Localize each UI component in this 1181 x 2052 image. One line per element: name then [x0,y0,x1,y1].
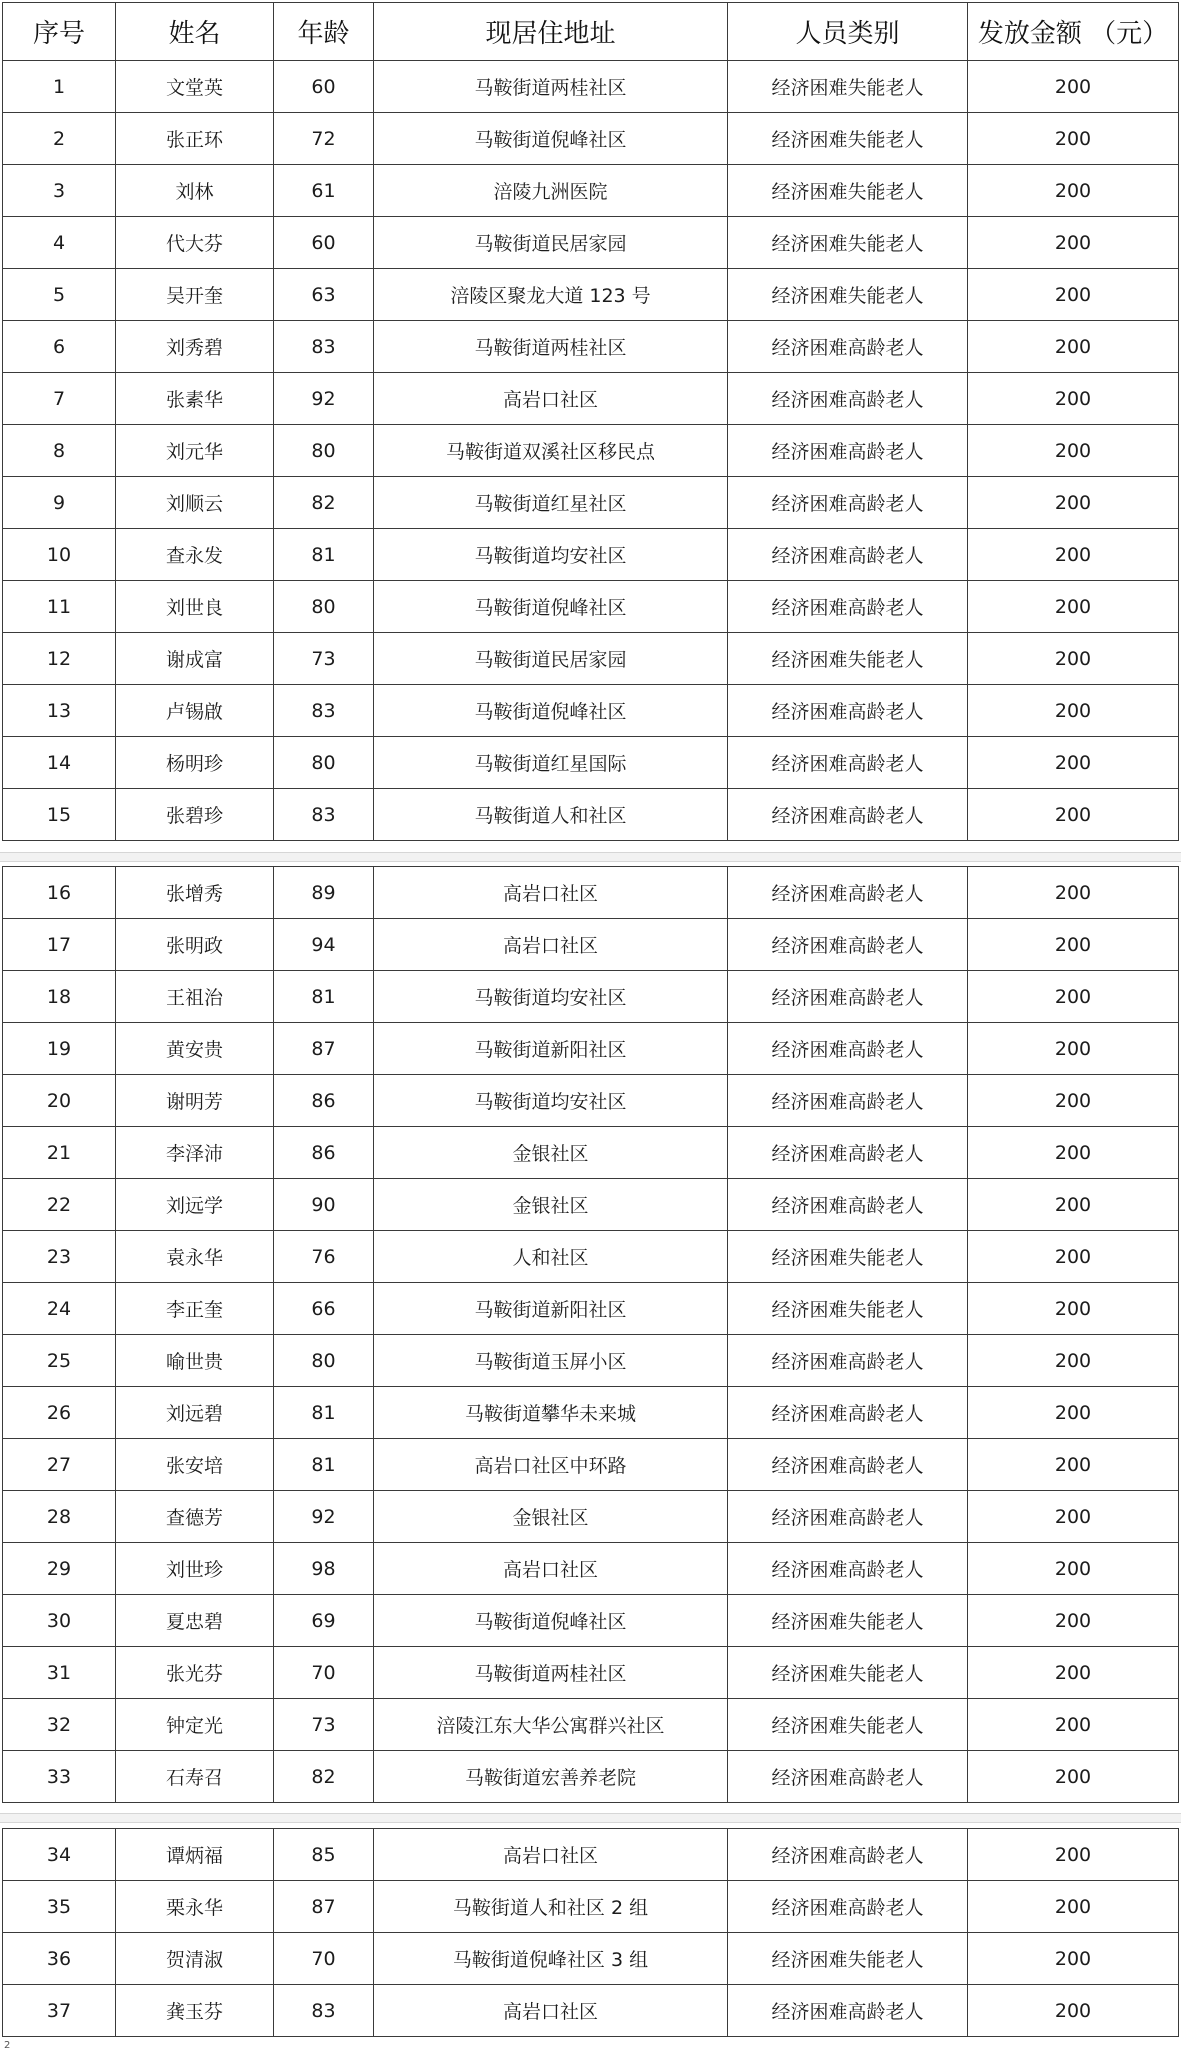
header-age: 年龄 [274,3,374,61]
cell-age: 76 [274,1231,374,1283]
cell-name: 刘秀碧 [116,321,274,373]
cell-name: 张安培 [116,1439,274,1491]
cell-address: 马鞍街道宏善养老院 [374,1751,728,1803]
cell-index: 23 [3,1231,116,1283]
table-row [3,581,1179,633]
header-category: 人员类别 [728,3,968,61]
cell-amount: 200 [968,217,1179,269]
cell-name: 谢成富 [116,633,274,685]
cell-address: 马鞍街道倪峰社区 [374,113,728,165]
cell-index: 29 [3,1543,116,1595]
cell-index: 7 [3,373,116,425]
cell-category: 经济困难失能老人 [728,1647,968,1699]
cell-address: 马鞍街道两桂社区 [374,61,728,113]
cell-category: 经济困难高龄老人 [728,477,968,529]
cell-address: 马鞍街道新阳社区 [374,1023,728,1075]
cell-index: 10 [3,529,116,581]
cell-name: 吴开奎 [116,269,274,321]
header-address: 现居住地址 [374,3,728,61]
cell-category: 经济困难高龄老人 [728,1439,968,1491]
cell-amount: 200 [968,1595,1179,1647]
cell-name: 喻世贵 [116,1335,274,1387]
cell-name: 代大芬 [116,217,274,269]
cell-name: 刘世良 [116,581,274,633]
cell-index: 20 [3,1075,116,1127]
cell-category: 经济困难高龄老人 [728,1543,968,1595]
cell-name: 刘元华 [116,425,274,477]
cell-age: 89 [274,867,374,919]
cell-index: 25 [3,1335,116,1387]
cell-index: 27 [3,1439,116,1491]
table-row [3,1335,1179,1387]
cell-amount: 200 [968,1647,1179,1699]
cell-age: 83 [274,685,374,737]
cell-address: 马鞍街道倪峰社区 [374,581,728,633]
table-row [3,1439,1179,1491]
cell-amount: 200 [968,321,1179,373]
cell-category: 经济困难高龄老人 [728,1179,968,1231]
cell-age: 63 [274,269,374,321]
cell-name: 夏忠碧 [116,1595,274,1647]
cell-index: 1 [3,61,116,113]
cell-address: 马鞍街道双溪社区移民点 [374,425,728,477]
table-row [3,1933,1179,1985]
cell-name: 王祖治 [116,971,274,1023]
table-row [3,425,1179,477]
cell-index: 12 [3,633,116,685]
table-row [3,269,1179,321]
cell-amount: 200 [968,477,1179,529]
cell-category: 经济困难失能老人 [728,1595,968,1647]
cell-address: 高岩口社区中环路 [374,1439,728,1491]
cell-amount: 200 [968,685,1179,737]
cell-amount: 200 [968,165,1179,217]
cell-age: 94 [274,919,374,971]
cell-address: 马鞍街道人和社区 2 组 [374,1881,728,1933]
cell-address: 马鞍街道倪峰社区 [374,685,728,737]
header-row [3,3,1179,61]
cell-address: 马鞍街道民居家园 [374,217,728,269]
cell-address: 马鞍街道红星国际 [374,737,728,789]
cell-age: 81 [274,529,374,581]
table-row [3,1387,1179,1439]
cell-age: 80 [274,1335,374,1387]
cell-index: 9 [3,477,116,529]
cell-age: 83 [274,1985,374,2037]
cell-age: 81 [274,1439,374,1491]
table-row [3,919,1179,971]
table-row [3,1699,1179,1751]
cell-index: 32 [3,1699,116,1751]
cell-name: 石寿召 [116,1751,274,1803]
cell-name: 文堂英 [116,61,274,113]
cell-age: 92 [274,373,374,425]
cell-age: 98 [274,1543,374,1595]
cell-amount: 200 [968,1751,1179,1803]
cell-index: 16 [3,867,116,919]
cell-address: 马鞍街道民居家园 [374,633,728,685]
cell-address: 马鞍街道玉屏小区 [374,1335,728,1387]
cell-category: 经济困难高龄老人 [728,1387,968,1439]
cell-name: 张光芬 [116,1647,274,1699]
roster-table-page-3 [2,1828,1179,2037]
cell-amount: 200 [968,1439,1179,1491]
cell-category: 经济困难高龄老人 [728,425,968,477]
cell-amount: 200 [968,529,1179,581]
cell-category: 经济困难高龄老人 [728,867,968,919]
cell-category: 经济困难失能老人 [728,61,968,113]
cell-index: 33 [3,1751,116,1803]
table-row [3,1231,1179,1283]
cell-amount: 200 [968,1985,1179,2037]
table-row [3,1829,1179,1881]
cell-index: 8 [3,425,116,477]
table-row [3,477,1179,529]
cell-address: 马鞍街道均安社区 [374,1075,728,1127]
cell-age: 81 [274,1387,374,1439]
cell-age: 60 [274,61,374,113]
table-row [3,685,1179,737]
cell-name: 栗永华 [116,1881,274,1933]
header-index: 序号 [3,3,116,61]
cell-address: 金银社区 [374,1127,728,1179]
cell-address: 涪陵区聚龙大道 123 号 [374,269,728,321]
cell-index: 37 [3,1985,116,2037]
cell-index: 19 [3,1023,116,1075]
cell-age: 87 [274,1023,374,1075]
cell-index: 5 [3,269,116,321]
cell-age: 92 [274,1491,374,1543]
cell-age: 86 [274,1075,374,1127]
cell-age: 69 [274,1595,374,1647]
cell-age: 81 [274,971,374,1023]
cell-amount: 200 [968,269,1179,321]
cell-name: 刘顺云 [116,477,274,529]
cell-amount: 200 [968,1881,1179,1933]
cell-address: 高岩口社区 [374,1985,728,2037]
cell-amount: 200 [968,1127,1179,1179]
cell-amount: 200 [968,971,1179,1023]
cell-index: 36 [3,1933,116,1985]
cell-index: 21 [3,1127,116,1179]
cell-category: 经济困难失能老人 [728,1699,968,1751]
cell-address: 马鞍街道人和社区 [374,789,728,841]
cell-index: 2 [3,113,116,165]
cell-category: 经济困难失能老人 [728,165,968,217]
cell-index: 31 [3,1647,116,1699]
cell-index: 35 [3,1881,116,1933]
cell-index: 13 [3,685,116,737]
cell-category: 经济困难高龄老人 [728,321,968,373]
cell-age: 82 [274,477,374,529]
cell-category: 经济困难高龄老人 [728,1335,968,1387]
table-row [3,1491,1179,1543]
cell-address: 涪陵九洲医院 [374,165,728,217]
cell-address: 马鞍街道攀华未来城 [374,1387,728,1439]
table-row [3,113,1179,165]
cell-address: 高岩口社区 [374,919,728,971]
cell-age: 61 [274,165,374,217]
cell-category: 经济困难高龄老人 [728,1751,968,1803]
table-row [3,165,1179,217]
cell-age: 86 [274,1127,374,1179]
cell-amount: 200 [968,867,1179,919]
cell-category: 经济困难高龄老人 [728,581,968,633]
cell-category: 经济困难失能老人 [728,269,968,321]
cell-address: 高岩口社区 [374,867,728,919]
table-row [3,867,1179,919]
cell-address: 高岩口社区 [374,1543,728,1595]
cell-name: 卢锡啟 [116,685,274,737]
cell-address: 涪陵江东大华公寓群兴社区 [374,1699,728,1751]
cell-category: 经济困难高龄老人 [728,1491,968,1543]
cell-age: 80 [274,581,374,633]
cell-category: 经济困难高龄老人 [728,1985,968,2037]
roster-table-page-2 [2,866,1179,1803]
cell-name: 刘远碧 [116,1387,274,1439]
table-row [3,1751,1179,1803]
cell-category: 经济困难高龄老人 [728,1075,968,1127]
cell-name: 谭炳福 [116,1829,274,1881]
cell-category: 经济困难高龄老人 [728,1023,968,1075]
cell-index: 4 [3,217,116,269]
cell-address: 马鞍街道均安社区 [374,529,728,581]
cell-category: 经济困难高龄老人 [728,1829,968,1881]
cell-amount: 200 [968,1231,1179,1283]
cell-address: 马鞍街道两桂社区 [374,321,728,373]
cell-index: 26 [3,1387,116,1439]
table-row [3,1881,1179,1933]
cell-index: 15 [3,789,116,841]
table-row [3,373,1179,425]
cell-name: 杨明珍 [116,737,274,789]
cell-name: 刘林 [116,165,274,217]
table-row [3,789,1179,841]
cell-amount: 200 [968,113,1179,165]
cell-age: 73 [274,1699,374,1751]
cell-amount: 200 [968,61,1179,113]
cell-category: 经济困难高龄老人 [728,919,968,971]
cell-index: 18 [3,971,116,1023]
cell-age: 73 [274,633,374,685]
cell-name: 袁永华 [116,1231,274,1283]
table-row [3,1075,1179,1127]
cell-age: 83 [274,789,374,841]
cell-address: 金银社区 [374,1491,728,1543]
cell-amount: 200 [968,1283,1179,1335]
cell-name: 张碧珍 [116,789,274,841]
cell-index: 28 [3,1491,116,1543]
page-number: 2 [4,2040,11,2051]
table-row [3,321,1179,373]
cell-index: 11 [3,581,116,633]
cell-category: 经济困难失能老人 [728,1933,968,1985]
cell-category: 经济困难高龄老人 [728,971,968,1023]
cell-address: 高岩口社区 [374,1829,728,1881]
cell-index: 24 [3,1283,116,1335]
cell-category: 经济困难失能老人 [728,1231,968,1283]
cell-name: 张素华 [116,373,274,425]
cell-category: 经济困难高龄老人 [728,789,968,841]
cell-age: 72 [274,113,374,165]
table-row [3,529,1179,581]
table-row [3,1127,1179,1179]
cell-address: 马鞍街道红星社区 [374,477,728,529]
cell-name: 查德芳 [116,1491,274,1543]
cell-amount: 200 [968,1335,1179,1387]
cell-amount: 200 [968,581,1179,633]
cell-amount: 200 [968,1933,1179,1985]
page-break [0,1813,1181,1823]
cell-amount: 200 [968,1491,1179,1543]
cell-address: 马鞍街道均安社区 [374,971,728,1023]
cell-category: 经济困难高龄老人 [728,737,968,789]
cell-category: 经济困难高龄老人 [728,373,968,425]
cell-amount: 200 [968,1023,1179,1075]
cell-name: 查永发 [116,529,274,581]
cell-age: 85 [274,1829,374,1881]
cell-index: 30 [3,1595,116,1647]
cell-address: 马鞍街道倪峰社区 3 组 [374,1933,728,1985]
cell-category: 经济困难高龄老人 [728,1127,968,1179]
cell-amount: 200 [968,1699,1179,1751]
cell-address: 金银社区 [374,1179,728,1231]
cell-name: 张正环 [116,113,274,165]
cell-name: 刘世珍 [116,1543,274,1595]
table-row [3,217,1179,269]
cell-category: 经济困难高龄老人 [728,529,968,581]
cell-index: 3 [3,165,116,217]
header-amount: 发放金额 （元） [968,3,1179,61]
cell-amount: 200 [968,919,1179,971]
table-row [3,1985,1179,2037]
cell-amount: 200 [968,1179,1179,1231]
cell-name: 张明政 [116,919,274,971]
cell-age: 80 [274,425,374,477]
cell-name: 贺清淑 [116,1933,274,1985]
cell-address: 高岩口社区 [374,373,728,425]
cell-age: 80 [274,737,374,789]
table-row [3,1283,1179,1335]
cell-name: 张增秀 [116,867,274,919]
header-name: 姓名 [116,3,274,61]
cell-age: 70 [274,1933,374,1985]
table-row [3,1647,1179,1699]
cell-amount: 200 [968,1829,1179,1881]
cell-age: 83 [274,321,374,373]
cell-age: 87 [274,1881,374,1933]
table-row [3,633,1179,685]
cell-name: 龚玉芬 [116,1985,274,2037]
cell-name: 谢明芳 [116,1075,274,1127]
cell-category: 经济困难失能老人 [728,113,968,165]
table-row [3,737,1179,789]
cell-name: 黄安贵 [116,1023,274,1075]
cell-index: 17 [3,919,116,971]
cell-age: 66 [274,1283,374,1335]
cell-address: 人和社区 [374,1231,728,1283]
table-row [3,1023,1179,1075]
cell-age: 70 [274,1647,374,1699]
cell-category: 经济困难失能老人 [728,633,968,685]
cell-amount: 200 [968,373,1179,425]
cell-amount: 200 [968,737,1179,789]
cell-index: 14 [3,737,116,789]
cell-name: 李正奎 [116,1283,274,1335]
cell-age: 82 [274,1751,374,1803]
cell-category: 经济困难失能老人 [728,1283,968,1335]
cell-address: 马鞍街道倪峰社区 [374,1595,728,1647]
table-row [3,61,1179,113]
page-break [0,852,1181,862]
table-row [3,971,1179,1023]
cell-amount: 200 [968,1543,1179,1595]
cell-index: 6 [3,321,116,373]
roster-table-page-1 [2,2,1179,841]
cell-amount: 200 [968,425,1179,477]
cell-age: 60 [274,217,374,269]
cell-index: 34 [3,1829,116,1881]
cell-name: 李泽沛 [116,1127,274,1179]
cell-address: 马鞍街道两桂社区 [374,1647,728,1699]
cell-amount: 200 [968,633,1179,685]
cell-category: 经济困难失能老人 [728,217,968,269]
cell-name: 钟定光 [116,1699,274,1751]
cell-amount: 200 [968,1387,1179,1439]
cell-index: 22 [3,1179,116,1231]
cell-amount: 200 [968,789,1179,841]
table-row [3,1179,1179,1231]
cell-category: 经济困难高龄老人 [728,1881,968,1933]
cell-address: 马鞍街道新阳社区 [374,1283,728,1335]
cell-name: 刘远学 [116,1179,274,1231]
cell-category: 经济困难高龄老人 [728,685,968,737]
cell-amount: 200 [968,1075,1179,1127]
table-row [3,1543,1179,1595]
table-row [3,1595,1179,1647]
cell-age: 90 [274,1179,374,1231]
